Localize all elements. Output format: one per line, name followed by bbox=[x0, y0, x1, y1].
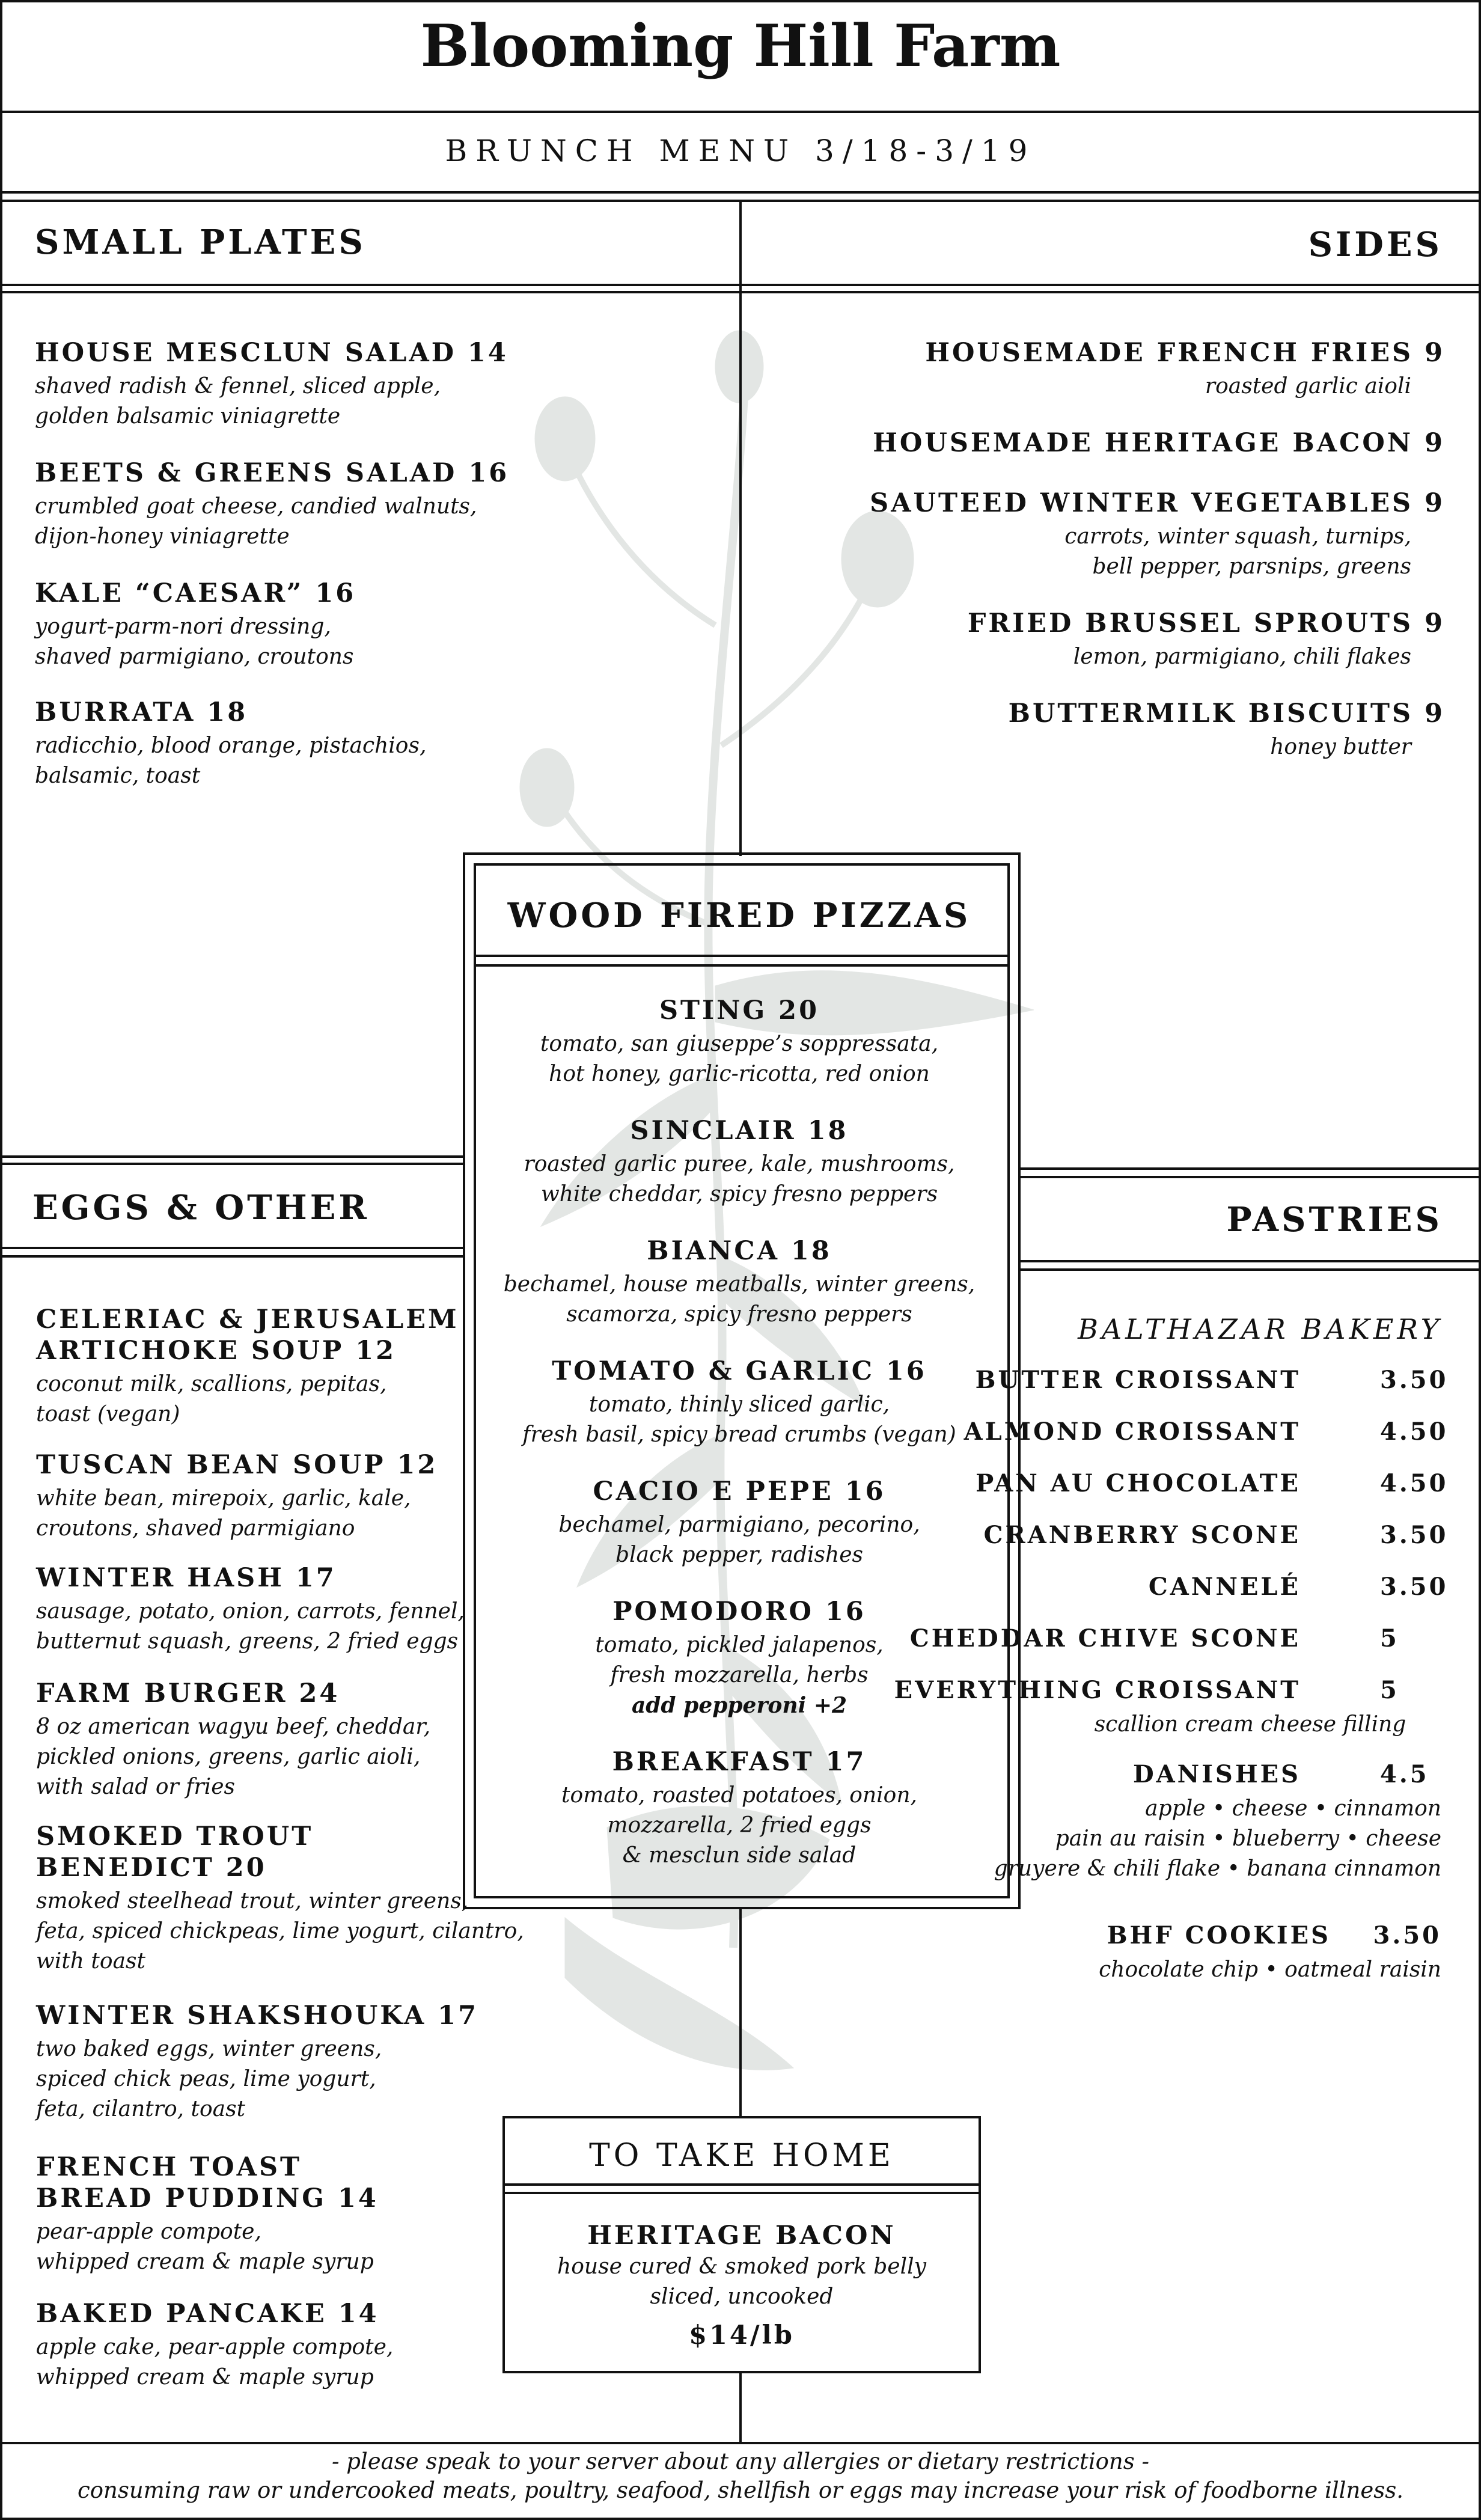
menu-item-description: pear-apple compote, bbox=[36, 2219, 261, 2244]
menu-item-name: BURRATA 18 bbox=[35, 697, 248, 727]
menu-item-description: crumbled goat cheese, candied walnuts, bbox=[35, 494, 477, 519]
take-home-item-desc-1: house cured & smoked pork belly bbox=[557, 2254, 926, 2279]
pastry-price: 4.5 bbox=[1380, 1760, 1429, 1788]
menu-item-name: KALE “CAESAR” 16 bbox=[35, 578, 356, 608]
pizza-description: tomato, thinly sliced garlic, bbox=[588, 1392, 890, 1417]
pastry-description: gruyere & chili flake • banana cinnamon bbox=[994, 1856, 1441, 1881]
menu-item-description: roasted garlic aioli bbox=[1205, 374, 1411, 399]
menu-item-name: SAUTEED WINTER VEGETABLES 9 bbox=[870, 488, 1445, 518]
pastry-price: 5 bbox=[1380, 1624, 1399, 1653]
pizzas-heading: WOOD FIRED PIZZAS bbox=[507, 896, 971, 935]
subtitle-divider-1 bbox=[0, 191, 1481, 194]
pastries-divider-4 bbox=[1018, 1268, 1481, 1271]
pizza-name: TOMATO & GARLIC 16 bbox=[552, 1356, 927, 1386]
menu-item-description: shaved radish & fennel, sliced apple, bbox=[35, 374, 441, 399]
menu-item-description: radicchio, blood orange, pistachios, bbox=[35, 733, 427, 758]
footer-divider bbox=[0, 2442, 1481, 2444]
pizza-description: tomato, pickled jalapenos, bbox=[595, 1633, 884, 1657]
pizza-heading-divider-1 bbox=[474, 955, 1007, 957]
eggs-divider-1 bbox=[0, 1155, 464, 1158]
take-home-item-name: HERITAGE BACON bbox=[587, 2221, 896, 2251]
pastry-name: CANNELÉ bbox=[1148, 1573, 1301, 1601]
pastries-divider-2 bbox=[1018, 1176, 1481, 1178]
menu-item-name: SMOKED TROUT bbox=[36, 1821, 314, 1852]
pastry-name: EVERYTHING CROISSANT bbox=[894, 1676, 1301, 1704]
menu-item-description: white bean, mirepoix, garlic, kale, bbox=[36, 1486, 411, 1511]
take-home-divider-1 bbox=[502, 2183, 981, 2186]
center-divider-base bbox=[739, 2372, 742, 2444]
pizza-name: SINCLAIR 18 bbox=[630, 1116, 849, 1146]
pizza-description: scamorza, spicy fresno peppers bbox=[566, 1302, 912, 1327]
menu-item-description: yogurt-parm-nori dressing, bbox=[35, 614, 331, 639]
frame-top bbox=[0, 0, 1481, 2]
footer-line-1: - please speak to your server about any allergies or dietary restrictions - bbox=[331, 2448, 1150, 2474]
take-home-price: $14/lb bbox=[689, 2320, 795, 2350]
pastry-name: CRANBERRY SCONE bbox=[983, 1521, 1301, 1549]
menu-item-description: coconut milk, scallions, pepitas, bbox=[36, 1372, 387, 1396]
menu-item-description: feta, cilantro, toast bbox=[36, 2097, 246, 2121]
pastry-description: pain au raisin • blueberry • cheese bbox=[1055, 1826, 1441, 1851]
take-home-heading: TO TAKE HOME bbox=[589, 2138, 894, 2174]
menu-item-description: dijon-honey viniagrette bbox=[35, 524, 290, 549]
pizza-name: POMODORO 16 bbox=[612, 1597, 866, 1627]
menu-item-description: 8 oz american wagyu beef, cheddar, bbox=[36, 1714, 431, 1739]
sides-heading: SIDES bbox=[1308, 225, 1443, 265]
pizza-description: & mesclun side salad bbox=[622, 1843, 857, 1868]
menu-item-name: HOUSEMADE FRENCH FRIES 9 bbox=[925, 338, 1445, 368]
pizza-name: BREAKFAST 17 bbox=[612, 1747, 867, 1777]
eggs-divider-4 bbox=[0, 1255, 464, 1258]
pastry-name: CHEDDAR CHIVE SCONE bbox=[909, 1624, 1301, 1653]
pizza-description: black pepper, radishes bbox=[615, 1543, 863, 1567]
menu-item-name: HOUSE MESCLUN SALAD 14 bbox=[35, 338, 508, 368]
pastry-name: BUTTER CROISSANT bbox=[975, 1366, 1301, 1394]
small-plates-divider-2 bbox=[0, 291, 1481, 293]
frame-bottom bbox=[0, 2518, 1481, 2520]
menu-item-description: toast (vegan) bbox=[36, 1402, 180, 1427]
pastry-name: BHF COOKIES bbox=[1107, 1921, 1331, 1950]
menu-item-description: pickled onions, greens, garlic aioli, bbox=[36, 1745, 421, 1769]
take-home-divider-2 bbox=[502, 2192, 981, 2194]
menu-item-name: FRENCH TOAST bbox=[36, 2152, 302, 2182]
pastry-description: chocolate chip • oatmeal raisin bbox=[1099, 1957, 1441, 1982]
small-plates-divider-1 bbox=[0, 284, 1481, 286]
page-subtitle: BRUNCH MENU 3/18-3/19 bbox=[445, 133, 1036, 168]
menu-item-description: golden balsamic viniagrette bbox=[35, 404, 341, 429]
menu-item-name: BENEDICT 20 bbox=[36, 1853, 267, 1883]
pastry-description: scallion cream cheese filling bbox=[1094, 1712, 1406, 1737]
menu-item-description: whipped cream & maple syrup bbox=[36, 2365, 374, 2390]
menu-item-name: WINTER HASH 17 bbox=[36, 1563, 337, 1593]
pastry-price: 5 bbox=[1380, 1676, 1399, 1704]
pastry-name: DANISHES bbox=[1132, 1760, 1301, 1788]
pizza-name: STING 20 bbox=[659, 995, 819, 1026]
menu-item-name: ARTICHOKE SOUP 12 bbox=[36, 1336, 397, 1366]
pizza-heading-divider-2 bbox=[474, 964, 1007, 967]
pastry-price: 3.50 bbox=[1373, 1921, 1441, 1950]
menu-item-description: sausage, potato, onion, carrots, fennel, bbox=[36, 1599, 465, 1624]
menu-item-description: with salad or fries bbox=[36, 1775, 235, 1799]
center-divider-top bbox=[739, 200, 742, 856]
pizza-description: hot honey, garlic-ricotta, red onion bbox=[549, 1062, 930, 1086]
menu-item-description: apple cake, pear-apple compote, bbox=[36, 2335, 394, 2359]
pizza-description: tomato, roasted potatoes, onion, bbox=[561, 1783, 917, 1808]
menu-item-name: WINTER SHAKSHOUKA 17 bbox=[36, 2001, 479, 2031]
pastry-price: 4.50 bbox=[1380, 1418, 1449, 1446]
menu-item-description: croutons, shaved parmigiano bbox=[36, 1516, 355, 1541]
eggs-divider-3 bbox=[0, 1247, 464, 1249]
menu-item-name: HOUSEMADE HERITAGE BACON 9 bbox=[873, 428, 1445, 458]
pastry-price: 3.50 bbox=[1380, 1521, 1449, 1549]
pastry-price: 3.50 bbox=[1380, 1366, 1449, 1394]
pastry-description: apple • cheese • cinnamon bbox=[1145, 1796, 1441, 1821]
pastry-price: 3.50 bbox=[1380, 1573, 1449, 1601]
menu-item-description: bell pepper, parsnips, greens bbox=[1092, 554, 1411, 579]
menu-item-name: FRIED BRUSSEL SPROUTS 9 bbox=[967, 608, 1445, 638]
title-divider bbox=[0, 111, 1481, 113]
frame-left bbox=[0, 0, 2, 2520]
pizza-description: bechamel, parmigiano, pecorino, bbox=[558, 1512, 920, 1537]
pizza-name: CACIO E PEPE 16 bbox=[593, 1476, 886, 1506]
menu-item-description: honey butter bbox=[1270, 735, 1411, 759]
pizza-name: BIANCA 18 bbox=[647, 1236, 832, 1266]
pizza-extra-option: add pepperoni +2 bbox=[631, 1693, 847, 1718]
eggs-heading: EGGS & OTHER bbox=[32, 1188, 370, 1228]
pizza-description: roasted garlic puree, kale, mushrooms, bbox=[524, 1152, 955, 1176]
menu-item-description: feta, spiced chickpeas, lime yogurt, cilantro, bbox=[36, 1919, 524, 1944]
bakery-name: BALTHAZAR BAKERY bbox=[1078, 1313, 1443, 1345]
take-home-item-desc-2: sliced, uncooked bbox=[650, 2284, 834, 2309]
pizza-description: white cheddar, spicy fresno peppers bbox=[540, 1182, 938, 1206]
menu-item-description: smoked steelhead trout, winter greens, bbox=[36, 1889, 469, 1913]
menu-item-name: BAKED PANCAKE 14 bbox=[36, 2299, 379, 2329]
menu-item-description: shaved parmigiano, croutons bbox=[35, 644, 354, 669]
menu-item-name: FARM BURGER 24 bbox=[36, 1678, 340, 1708]
pizza-description: bechamel, house meatballs, winter greens, bbox=[503, 1272, 976, 1297]
pizza-description: fresh basil, spicy bread crumbs (vegan) bbox=[522, 1422, 956, 1447]
footer-line-2: consuming raw or undercooked meats, poultry, seafood, shellfish or eggs may increase your risk of foodborne illness. bbox=[78, 2477, 1403, 2503]
page-title: Blooming Hill Farm bbox=[420, 12, 1061, 80]
pastry-name: ALMOND CROISSANT bbox=[963, 1418, 1301, 1446]
menu-item-description: with toast bbox=[36, 1949, 145, 1974]
menu-item-description: two baked eggs, winter greens, bbox=[36, 2037, 382, 2061]
menu-item-name: BREAD PUDDING 14 bbox=[36, 2183, 379, 2213]
pizza-description: mozzarella, 2 fried eggs bbox=[607, 1813, 872, 1838]
pastries-divider-3 bbox=[1018, 1260, 1481, 1262]
menu-item-name: BUTTERMILK BISCUITS 9 bbox=[1008, 699, 1445, 729]
eggs-divider-2 bbox=[0, 1163, 464, 1165]
menu-item-description: whipped cream & maple syrup bbox=[36, 2249, 374, 2274]
menu-item-name: BEETS & GREENS SALAD 16 bbox=[35, 458, 510, 488]
menu-item-name: CELERIAC & JERUSALEM bbox=[36, 1304, 459, 1335]
menu-item-name: TUSCAN BEAN SOUP 12 bbox=[36, 1450, 438, 1480]
pastry-price: 4.50 bbox=[1380, 1469, 1449, 1497]
menu-item-description: lemon, parmigiano, chili flakes bbox=[1073, 644, 1411, 669]
menu-item-description: carrots, winter squash, turnips, bbox=[1064, 524, 1411, 549]
pizza-description: tomato, san giuseppe’s soppressata, bbox=[540, 1032, 939, 1056]
menu-item-description: spiced chick peas, lime yogurt, bbox=[36, 2067, 376, 2091]
small-plates-heading: SMALL PLATES bbox=[35, 222, 366, 262]
pastries-heading: PASTRIES bbox=[1226, 1200, 1443, 1240]
pastry-name: PAN AU CHOCOLATE bbox=[976, 1469, 1301, 1497]
menu-item-description: balsamic, toast bbox=[35, 763, 201, 788]
menu-item-description: butternut squash, greens, 2 fried eggs bbox=[36, 1629, 459, 1654]
center-divider-bottom bbox=[739, 1907, 742, 2123]
pastries-divider-1 bbox=[1018, 1167, 1481, 1170]
pizza-description: fresh mozzarella, herbs bbox=[610, 1663, 869, 1687]
